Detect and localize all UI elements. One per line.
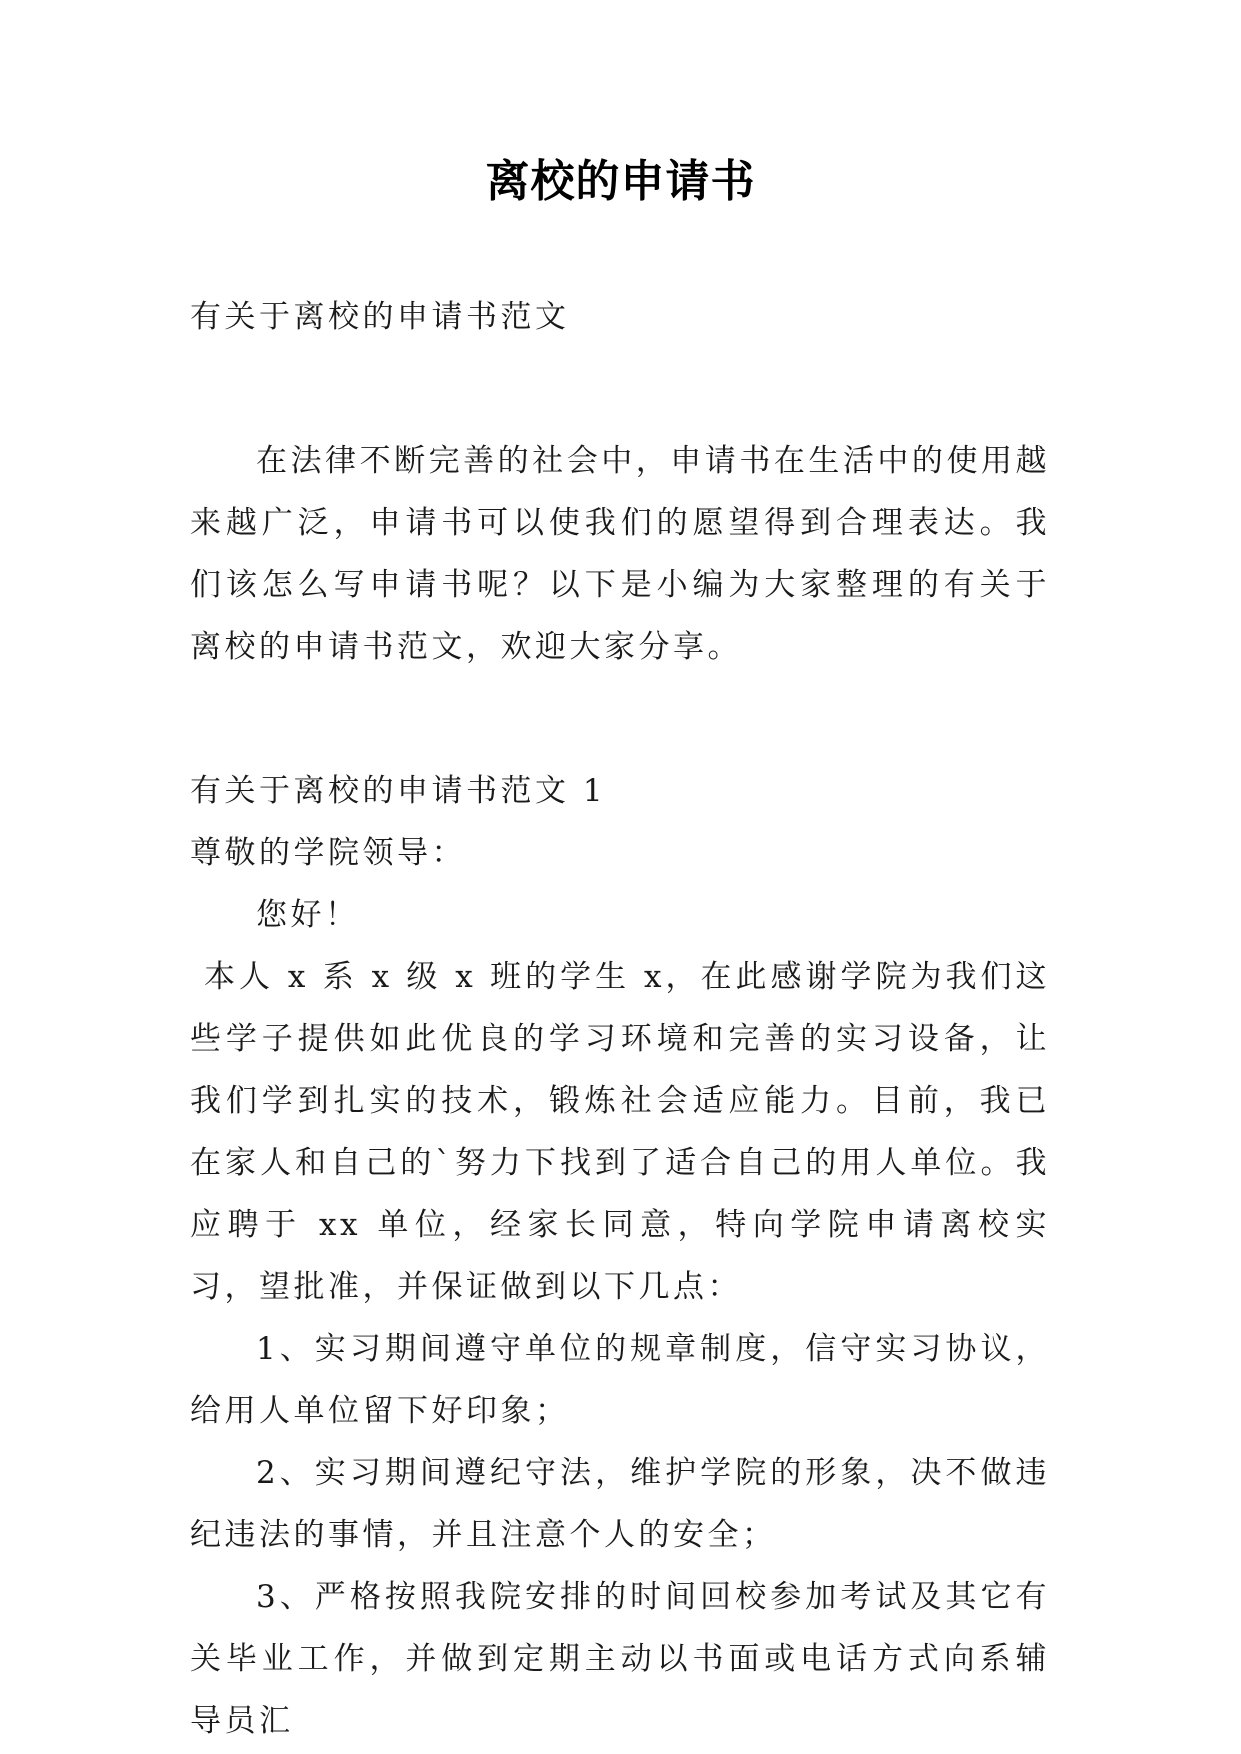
greeting: 您好！ xyxy=(256,897,360,933)
point-item: 1、实习期间遵守单位的规章制度，信守实习协议，给用人单位留下好印象； xyxy=(190,1331,1050,1429)
intro-paragraph: 在法律不断完善的社会中，申请书在生活中的使用越来越广泛，申请书可以使我们的愿望得到合理表达。我们该怎么写申请书呢？以下是小编为大家整理的有关于离校的申请书范文，欢迎大家分享。 xyxy=(190,443,1050,665)
body-paragraph: 本人 x 系 x 级 x 班的学生 x，在此感谢学院为我们这些学子提供如此优良的学习环境和完善的实习设备，让我们学到扎实的技术，锻炼社会适应能力。目前，我已在家人和自己的`努力下找到了适合自己的用人单位。我应聘于 xx 单位，经家长同意，特向学院申请离校实习，望批准，并保证做到以下几点： xyxy=(190,959,1050,1305)
section-heading: 有关于离校的申请书范文 1 xyxy=(190,773,607,809)
spacer xyxy=(190,348,1050,430)
document-title: 离校的申请书 xyxy=(485,156,756,207)
point-item: 2、实习期间遵纪守法，维护学院的形象，决不做违纪违法的事情，并且注意个人的安全； xyxy=(190,1455,1050,1553)
document-content xyxy=(190,286,1050,1752)
document-subtitle: 有关于离校的申请书范文 xyxy=(190,299,570,335)
point-item: 3、严格按照我院安排的时间回校参加考试及其它有关毕业工作，并做到定期主动以书面或电话方式向系辅导员汇 xyxy=(190,1579,1050,1739)
spacer xyxy=(190,678,1050,760)
salutation: 尊敬的学院领导： xyxy=(190,835,466,871)
